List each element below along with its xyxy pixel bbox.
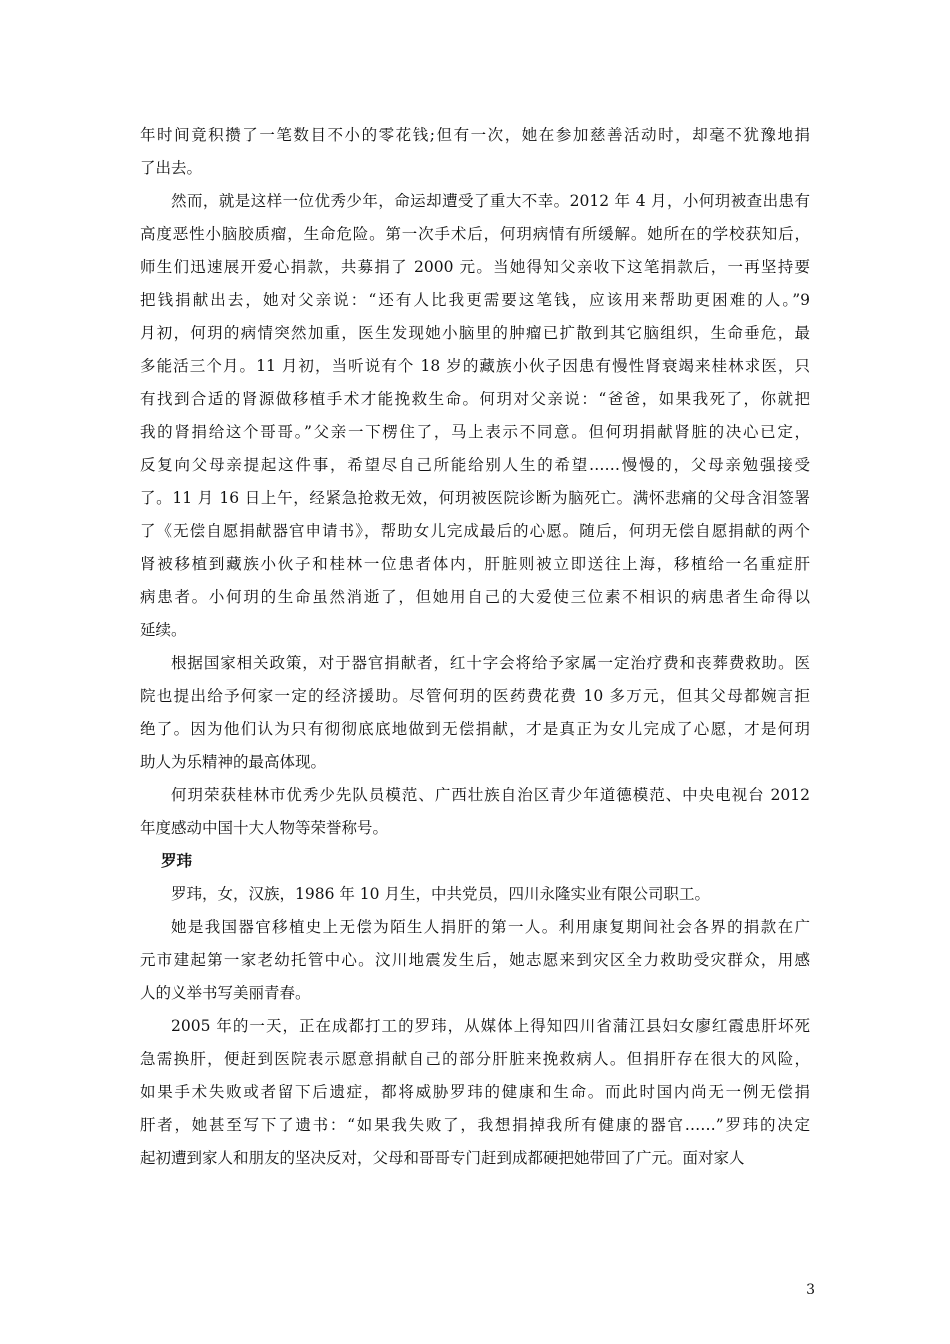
paragraph bbox=[140, 779, 810, 845]
text-line: 元市建起第一家老幼托管中心。汶川地震发生后，她志愿来到灾区全力救助受灾群众，用感 bbox=[140, 951, 810, 969]
text-line: 罗玮，女，汉族，1986 年 10 月生，中共党员，四川永隆实业有限公司职工。 bbox=[171, 885, 710, 903]
text-line: 了《无偿自愿捐献器官申请书》，帮助女儿完成最后的心愿。随后，何玥无偿自愿捐献的两个 bbox=[140, 522, 810, 540]
text-line: 起初遭到家人和朋友的坚决反对，父母和哥哥专门赶到成都硬把她带回了广元。面对家人 bbox=[140, 1149, 745, 1167]
section-heading: 罗玮 bbox=[161, 852, 193, 870]
text-line: 助人为乐精神的最高体现。 bbox=[140, 753, 327, 771]
text-line: 多能活三个月。11 月初，当听说有个 18 岁的藏族小伙子因患有慢性肾衰竭来桂林求医，只 bbox=[140, 357, 810, 375]
text-line: 2005 年的一天，正在成都打工的罗玮，从媒体上得知四川省蒲江县妇女廖红霞患肝坏死 bbox=[171, 1017, 810, 1035]
text-line: 然而，就是这样一位优秀少年，命运却遭受了重大不幸。2012 年 4 月，小何玥被查出患有 bbox=[171, 192, 810, 210]
text-line: 肾被移植到藏族小伙子和桂林一位患者体内，肝脏则被立即送往上海，移植给一名重症肝 bbox=[140, 555, 810, 573]
text-line: 把钱捐献出去，她对父亲说：“还有人比我更需要这笔钱，应该用来帮助更困难的人。”9 bbox=[140, 291, 810, 309]
paragraph bbox=[140, 911, 810, 1010]
text-line: 年时间竟积攒了一笔数目不小的零花钱;但有一次，她在参加慈善活动时，却毫不犹豫地捐 bbox=[140, 126, 810, 144]
text-line: 了出去。 bbox=[140, 159, 203, 177]
text-line: 师生们迅速展开爱心捐款，共募捐了 2000 元。当她得知父亲收下这笔捐款后，一再坚持要 bbox=[140, 258, 810, 276]
paragraph bbox=[140, 119, 810, 185]
paragraph bbox=[140, 647, 810, 779]
text-line: 如果手术失败或者留下后遗症，都将威胁罗玮的健康和生命。而此时国内尚无一例无偿捐 bbox=[140, 1083, 810, 1101]
paragraph bbox=[140, 1010, 810, 1175]
page-number: 3 bbox=[806, 1282, 815, 1298]
text-line: 肝者，她甚至写下了遗书：“如果我失败了，我想捐掉我所有健康的器官……”罗玮的决定 bbox=[140, 1116, 810, 1134]
text-line: 院也提出给予何家一定的经济援助。尽管何玥的医药费花费 10 多万元，但其父母都婉言拒 bbox=[140, 687, 810, 705]
text-line: 病患者。小何玥的生命虽然消逝了，但她用自己的大爱使三位素不相识的病患者生命得以 bbox=[140, 588, 810, 606]
text-line: 反复向父母亲提起这件事，希望尽自己所能给别人生的希望……慢慢的，父母亲勉强接受 bbox=[140, 456, 810, 474]
text-line: 绝了。因为他们认为只有彻彻底底地做到无偿捐献，才是真正为女儿完成了心愿，才是何玥 bbox=[140, 720, 810, 738]
text-line: 何玥荣获桂林市优秀少先队员模范、广西壮族自治区青少年道德模范、中央电视台 2012 bbox=[171, 786, 810, 804]
document-body bbox=[140, 119, 810, 1175]
text-line: 有找到合适的肾源做移植手术才能挽救生命。何玥对父亲说：“爸爸，如果我死了，你就把 bbox=[140, 390, 810, 408]
text-line: 延续。 bbox=[140, 621, 187, 639]
text-line: 年度感动中国十大人物等荣誉称号。 bbox=[140, 819, 389, 837]
text-line: 我的肾捐给这个哥哥。”父亲一下楞住了，马上表示不同意。但何玥捐献肾脏的决心已定， bbox=[140, 423, 810, 441]
text-line: 急需换肝，便赶到医院表示愿意捐献自己的部分肝脏来挽救病人。但捐肝存在很大的风险， bbox=[140, 1050, 810, 1068]
text-line: 了。11 月 16 日上午，经紧急抢救无效，何玥被医院诊断为脑死亡。满怀悲痛的父母含泪签署 bbox=[140, 489, 810, 507]
text-line: 根据国家相关政策，对于器官捐献者，红十字会将给予家属一定治疗费和丧葬费救助。医 bbox=[171, 654, 810, 672]
text-line: 人的义举书写美丽青春。 bbox=[140, 984, 311, 1002]
paragraph bbox=[140, 185, 810, 647]
paragraph bbox=[140, 878, 810, 911]
text-line: 她是我国器官移植史上无偿为陌生人捐肝的第一人。利用康复期间社会各界的捐款在广 bbox=[171, 918, 810, 936]
text-line: 月初，何玥的病情突然加重，医生发现她小脑里的肿瘤已扩散到其它脑组织，生命垂危，最 bbox=[140, 324, 810, 342]
text-line: 高度恶性小脑胶质瘤，生命危险。第一次手术后，何玥病情有所缓解。她所在的学校获知后， bbox=[140, 225, 810, 243]
